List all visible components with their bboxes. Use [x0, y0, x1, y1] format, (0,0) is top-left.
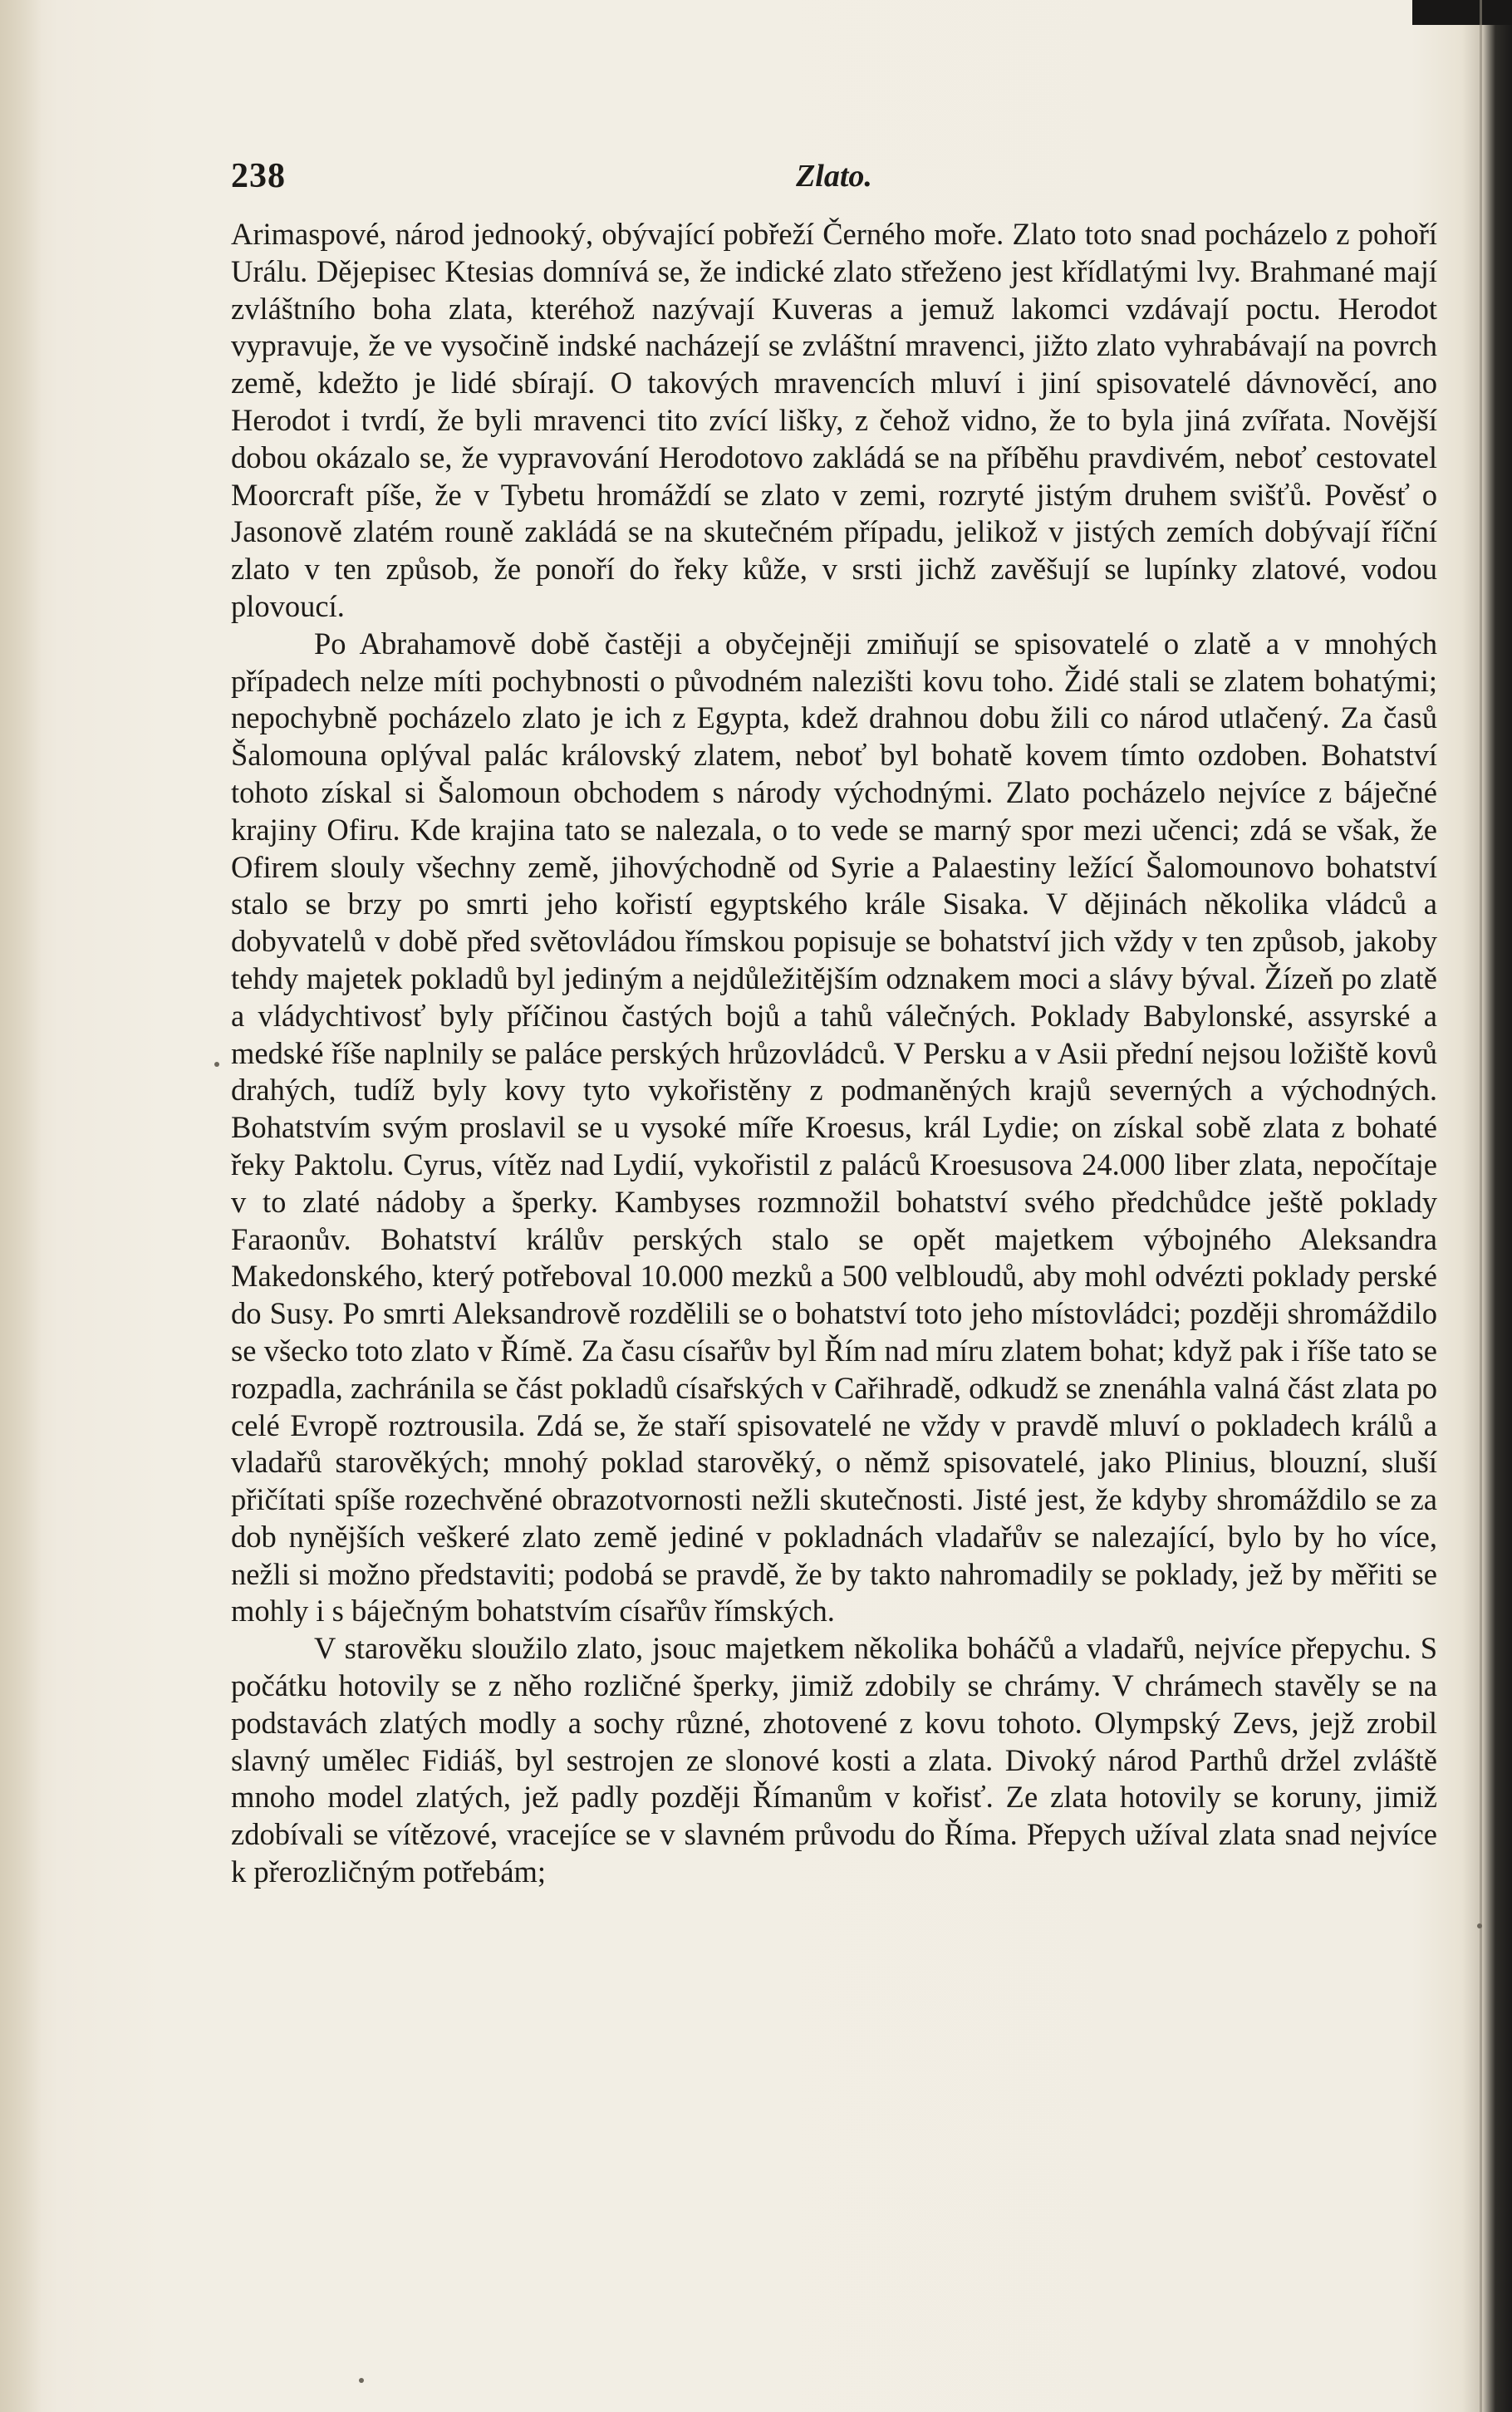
running-head — [231, 150, 1437, 209]
running-title: Zlato. — [796, 159, 872, 194]
margin-speck — [1477, 1923, 1482, 1928]
scan-edge — [1412, 0, 1512, 25]
margin-speck — [214, 1062, 219, 1067]
page-gutter-shadow — [0, 0, 42, 2412]
paragraph-2: Po Abrahamově době častěji a obyčejněji zmiňují se spisovatelé o zlatě a v mnohých případech nelze míti pochybnosti o původném nalezišti kovu toho. Židé stali se zlatem bohatými; nepochybně pocházelo zlato je ich z Egypta, kdež drahnou dobu žili co národ utlačený. Za časů Šalomouna oplýval palác královský zlatem, neboť byl bohatě kovem tímto ozdoben. Bohatství tohoto získal si Šalomoun obchodem s národy východnými. Zlato pocházelo nejvíce z báječné krajiny Ofiru. Kde krajina tato se nalezala, o to vede se marný spor mezi učenci; zdá se však, že Ofirem slouly všechny země, jihovýchodně od Syrie a Palaestiny ležící Šalomounovo bohatství stalo se brzy po smrti jeho kořistí egyptského krále Sisaka. V dějinách několika vládců a dobyvatelů v době před světovládou římskou popisuje se bohatství jich vždy v ten způsob, jakoby tehdy majetek pokladů byl jediným a nejdůležitějším odznakem moci a slávy býval. Žízeň po zlatě a vládychtivosť byly příčinou častých bojů a tahů válečných. Poklady Babylonské, assyrské a medské říše naplnily se paláce perských hrůzovládců. V Persku a v Asii přední nejsou ložiště kovů drahých, tudíž byly kovy tyto vykořistěny z podmaněných krajů severných a východných. Bohatstvím svým proslavil se u vysoké míře Kroesus, král Lydie; on získal sobě zlata z bohaté řeky Paktolu. Cyrus, vítěz nad Lydií, vykořistil z paláců Kroesusova 24.000 liber zlata, nepočítaje v to zlaté nádoby a šperky. Kambyses rozmnožil bohatství svého předchůdce ještě poklady Faraonův. Bohatství králův perských stalo se opět majetkem výbojného Aleksandra Makedonského, který potřeboval 10.000 mezků a 500 velbloudů, aby mohl odvézti poklady perské do Susy. Po smrti Aleksandrově rozdělili se o bohatství toto jeho místovládci; později shromáždilo se všecko toto zlato v Římě. Za času císařův byl Řím nad míru zlatem bohat; když pak i říše tato se rozpadla, zachránila se část pokladů císařských v Cařihradě, odkudž se znenáhla valná část zlata po celé Evropě roztrousila. Zdá se, že staří spisovatelé ne vždy v pravdě mluví o pokladech králů a vladařů starověkých; mnohý poklad starověký, o němž spisovatelé, jako Plinius, blouzní, sluší přičítati spíše rozechvěné obrazotvornosti nežli skutečnosti. Jisté jest, že kdyby shromáždilo se za dob nynějších veškeré zlato země jediné v pokladnách vladařův se nalezající, bylo by ho více, nežli si možno představiti; podobá se pravdě, že by takto nahromadily se poklady, jež by měřiti se mohly i s báječným bohatstvím císařův římských. — [231, 626, 1437, 1628]
paragraph-3: V starověku sloužilo zlato, jsouc majetkem několika boháčů a vladařů, nejvíce přepychu. S počátku hotovily se z něho rozličné šperky, jimiž zdobily se chrámy. V chrámech stavěly se na podstavách zlatých modly a sochy různé, zhotovené z kovu tohoto. Olympský Zevs, jejž zrobil slavný umělec Fidiáš, byl sestrojen ze slonové kosti a zlata. Divoký národ Parthů držel zvláště mnoho model zlatých, jež padly později Římanům v kořisť. Ze zlata hotovily se koruny, jimiž zdobívali se vítězové, vracejíce se v slavném průvodu do Říma. Přepych užíval zlata snad nejvíce k přerozličným potřebám; — [231, 1631, 1437, 1889]
page-number: 238 — [231, 157, 286, 195]
paragraph-1: Arimaspové, národ jednooký, obývající pobřeží Černého moře. Zlato toto snad pocházelo z pohoří Urálu. Dějepisec Ktesias domnívá se, že indické zlato střeženo jest křídlatými lvy. Brahmané mají zvláštního boha zlata, kteréhož nazývají Kuveras a jemuž lakomci vzdávají poctu. Herodot vypravuje, že ve vysočině indské nacházejí se zvláštní mravenci, jižto zlato vyhrabávají na povrch země, kdežto je lidé sbírají. O takových mravencích mluví i jiní spisovatelé dávnověcí, ano Herodot i tvrdí, že byli mravenci tito zvící lišky, z čehož vidno, že to byla jiná zvířata. Novější dobou okázalo se, že vypravování Herodotovo zakládá se na příběhu pravdivém, neboť cestovatel Moorcraft píše, že v Tybetu hromáždí se zlato v zemi, rozryté jistým druhem svišťů. Pověsť o Jasonově zlatém rouně zakládá se na skutečném případu, jelikož v jistých zemích dobývají říční zlato v ten způsob, že ponoří do řeky kůže, v srsti jichž zavěšují se lupínky zlatové, vodou plovoucí. — [231, 217, 1437, 623]
scan-border-line — [1480, 0, 1482, 2412]
margin-speck — [359, 2378, 364, 2383]
book-page — [231, 150, 1437, 1891]
body-text — [231, 216, 1437, 1891]
